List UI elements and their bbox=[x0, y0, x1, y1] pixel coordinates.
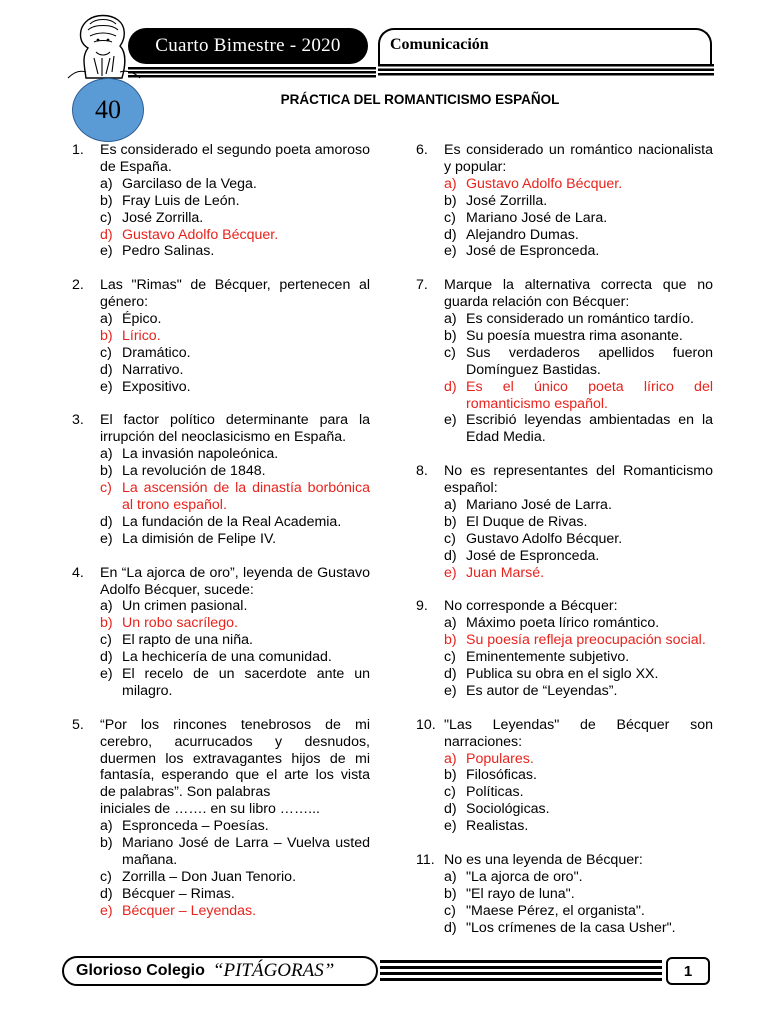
option-text: José de Espronceda. bbox=[466, 243, 600, 260]
option-text: Su poesía refleja preocupación social. bbox=[466, 632, 706, 649]
answer-option bbox=[444, 666, 713, 683]
answer-option bbox=[100, 886, 370, 903]
question-header bbox=[416, 463, 713, 497]
option-text: La ascensión de la dinastía borbónica al trono español. bbox=[122, 480, 370, 513]
question-stem-line: El factor político determinante para la irrupción del neoclasicismo en España. bbox=[100, 412, 370, 446]
answer-option bbox=[444, 514, 713, 531]
answer-option-correct bbox=[444, 565, 713, 582]
question-number: 1. bbox=[72, 142, 84, 158]
question-header bbox=[416, 598, 713, 615]
question-stem bbox=[100, 565, 370, 599]
option-letter: d) bbox=[100, 361, 113, 378]
option-text: Mariano José de Lara. bbox=[466, 209, 608, 226]
question-number: 8. bbox=[416, 463, 428, 480]
question-number: 2. bbox=[72, 277, 84, 294]
answer-option-correct bbox=[444, 379, 713, 413]
option-letter: e) bbox=[444, 243, 457, 260]
answer-option bbox=[444, 649, 713, 666]
option-text: Lírico. bbox=[122, 327, 161, 344]
option-text: Publica su obra en el siglo XX. bbox=[466, 666, 659, 683]
option-letter: d) bbox=[100, 885, 113, 902]
option-letter: d) bbox=[444, 666, 457, 683]
option-text: Alejandro Dumas. bbox=[466, 226, 579, 243]
question-number: 4. bbox=[72, 564, 84, 581]
answer-option bbox=[100, 632, 370, 649]
option-text: La hechicería de una comunidad. bbox=[122, 649, 332, 666]
answer-option bbox=[444, 412, 713, 446]
answer-option-correct bbox=[100, 903, 370, 920]
option-text: Escribió leyendas ambientadas en la Edad Media. bbox=[466, 412, 713, 446]
option-text: El rapto de una niña. bbox=[122, 632, 253, 649]
question bbox=[416, 463, 713, 581]
answer-option bbox=[444, 227, 713, 244]
answer-option bbox=[444, 801, 713, 818]
option-letter: e) bbox=[444, 412, 457, 429]
answer-option bbox=[100, 869, 370, 886]
answer-option bbox=[444, 615, 713, 632]
question-number: 5. bbox=[72, 716, 84, 733]
question-header bbox=[72, 412, 370, 446]
option-text: "Maese Pérez, el organista". bbox=[466, 902, 645, 919]
question-number: 6. bbox=[416, 142, 428, 158]
option-text: La dimisión de Felipe IV. bbox=[122, 530, 277, 547]
option-letter: c) bbox=[444, 902, 456, 919]
term-badge: Cuarto Bimestre - 2020 bbox=[128, 28, 368, 64]
question-stem-line: “Por los rincones tenebrosos de mi cerebro, acurrucados y desnudos, duermen los extravagantes hijos de mi fantasía, esperando que el arte los vista de palabras”. Son palabras bbox=[100, 716, 370, 801]
answer-option bbox=[444, 345, 713, 379]
option-letter: e) bbox=[100, 902, 113, 919]
subject-title: Comunicación bbox=[390, 36, 489, 53]
question-stem-line: No corresponde a Bécquer: bbox=[444, 598, 618, 615]
question-stem bbox=[100, 277, 370, 311]
answer-option bbox=[100, 649, 370, 666]
school-label: Glorioso Colegio bbox=[76, 962, 205, 979]
option-letter: c) bbox=[100, 344, 112, 361]
answer-option bbox=[100, 176, 370, 193]
header-rule-left bbox=[128, 66, 376, 78]
option-letter: d) bbox=[100, 649, 113, 666]
question-stem bbox=[444, 852, 713, 869]
question-header bbox=[72, 142, 370, 176]
option-letter: a) bbox=[444, 615, 457, 632]
answer-option bbox=[444, 531, 713, 548]
answer-option bbox=[444, 818, 713, 835]
answer-option-correct bbox=[444, 632, 713, 649]
answer-option bbox=[100, 514, 370, 531]
answer-option bbox=[444, 497, 713, 514]
option-letter: d) bbox=[444, 801, 457, 818]
option-text: Eminentemente subjetivo. bbox=[466, 649, 630, 666]
option-text: Sociológicas. bbox=[466, 801, 550, 818]
footer-rule bbox=[380, 958, 662, 984]
answer-option bbox=[444, 767, 713, 784]
option-letter: b) bbox=[444, 885, 457, 902]
question bbox=[72, 412, 370, 547]
question bbox=[416, 142, 713, 260]
option-text: La fundación de la Real Academia. bbox=[122, 513, 342, 530]
option-letter: b) bbox=[100, 192, 113, 209]
option-text: "Los crímenes de la casa Usher". bbox=[466, 919, 676, 936]
option-text: Narrativo. bbox=[122, 361, 184, 378]
answer-option bbox=[100, 446, 370, 463]
question-number: 11. bbox=[416, 851, 435, 868]
option-text: Dramático. bbox=[122, 344, 191, 361]
option-letter: c) bbox=[444, 784, 456, 801]
question-stem-line: En “La ajorca de oro”, leyenda de Gustavo Adolfo Bécquer, sucede: bbox=[100, 564, 370, 598]
option-text: "La ajorca de oro". bbox=[466, 868, 583, 885]
question-number: 10. bbox=[416, 716, 436, 733]
answer-option bbox=[100, 210, 370, 227]
question-stem bbox=[444, 717, 713, 751]
option-text: Gustavo Adolfo Bécquer. bbox=[466, 175, 623, 192]
answer-option bbox=[100, 311, 370, 328]
page-number: 1 bbox=[666, 957, 710, 985]
answer-option bbox=[100, 463, 370, 480]
option-text: Mariano José de Larra – Vuelva usted mañana. bbox=[122, 835, 370, 868]
option-letter: d) bbox=[100, 513, 113, 530]
option-letter: a) bbox=[444, 750, 457, 767]
option-text: Filosóficas. bbox=[466, 767, 537, 784]
option-text: Fray Luis de León. bbox=[122, 192, 240, 209]
option-letter: e) bbox=[444, 818, 457, 835]
answer-option bbox=[444, 210, 713, 227]
question bbox=[416, 277, 713, 446]
practice-number-badge: 40 bbox=[72, 78, 144, 142]
question-header bbox=[416, 717, 713, 751]
option-letter: a) bbox=[100, 446, 113, 463]
option-text: Garcilaso de la Vega. bbox=[122, 175, 257, 192]
option-letter: e) bbox=[100, 243, 113, 260]
option-text: Zorrilla – Don Juan Tenorio. bbox=[122, 868, 297, 885]
answer-option bbox=[444, 548, 713, 565]
option-text: Es el único poeta lírico del romanticismo español. bbox=[466, 378, 713, 412]
question-stem-line: Es considerado el segundo poeta amoroso de España. bbox=[100, 142, 370, 175]
answer-option-correct bbox=[100, 328, 370, 345]
option-letter: e) bbox=[100, 378, 113, 395]
question-header bbox=[416, 852, 713, 869]
header-rule-right bbox=[378, 64, 714, 76]
question bbox=[416, 852, 713, 937]
questions-right-column bbox=[416, 142, 713, 953]
option-text: Un robo sacrílego. bbox=[122, 615, 238, 632]
answer-option bbox=[444, 920, 713, 937]
option-text: Gustavo Adolfo Bécquer. bbox=[122, 226, 279, 243]
answer-option bbox=[100, 193, 370, 210]
answer-option-correct bbox=[444, 751, 713, 768]
answer-option bbox=[100, 362, 370, 379]
school-badge bbox=[62, 956, 378, 986]
option-letter: b) bbox=[100, 463, 113, 480]
option-letter: a) bbox=[444, 175, 457, 192]
option-letter: d) bbox=[100, 226, 113, 243]
answer-option bbox=[100, 835, 370, 869]
option-letter: b) bbox=[100, 327, 113, 344]
option-text: Es autor de “Leyendas”. bbox=[466, 682, 618, 699]
question-stem bbox=[100, 412, 370, 446]
option-letter: b) bbox=[444, 327, 457, 344]
option-text: Máximo poeta lírico romántico. bbox=[466, 615, 660, 632]
option-letter: c) bbox=[100, 480, 112, 497]
option-letter: a) bbox=[100, 598, 113, 615]
answer-option bbox=[444, 784, 713, 801]
question bbox=[72, 142, 370, 260]
option-text: Pedro Salinas. bbox=[122, 243, 215, 260]
option-letter: b) bbox=[444, 513, 457, 530]
option-text: Épico. bbox=[122, 311, 162, 328]
option-letter: e) bbox=[100, 666, 113, 683]
answer-option bbox=[100, 379, 370, 396]
option-letter: a) bbox=[100, 175, 113, 192]
question-stem-line: Las "Rimas" de Bécquer, pertenecen al género: bbox=[100, 277, 370, 311]
option-letter: c) bbox=[444, 530, 456, 547]
answer-option bbox=[444, 683, 713, 700]
option-text: Es considerado un romántico tardío. bbox=[466, 311, 694, 328]
question bbox=[72, 565, 370, 700]
option-text: José Zorrilla. bbox=[466, 192, 548, 209]
option-letter: e) bbox=[444, 682, 457, 699]
question-stem-line: No es representantes del Romanticismo español: bbox=[444, 463, 713, 497]
option-letter: d) bbox=[444, 378, 457, 395]
option-text: Espronceda – Poesías. bbox=[122, 818, 269, 835]
option-letter: c) bbox=[444, 209, 456, 226]
option-text: José Zorrilla. bbox=[122, 209, 204, 226]
option-letter: b) bbox=[444, 632, 457, 649]
question bbox=[72, 717, 370, 920]
question-stem bbox=[444, 598, 713, 615]
option-letter: a) bbox=[100, 311, 113, 328]
option-text: "El rayo de luna". bbox=[466, 885, 575, 902]
question-stem bbox=[444, 142, 713, 176]
option-letter: b) bbox=[100, 615, 113, 632]
question-header bbox=[72, 565, 370, 599]
answer-option bbox=[444, 886, 713, 903]
option-text: Sus verdaderos apellidos fueron Domínguez Bastidas. bbox=[466, 344, 713, 378]
option-letter: b) bbox=[100, 835, 113, 852]
option-text: José de Espronceda. bbox=[466, 547, 600, 564]
option-letter: d) bbox=[444, 226, 457, 243]
option-letter: c) bbox=[100, 868, 112, 885]
answer-option-correct bbox=[444, 176, 713, 193]
answer-option bbox=[100, 345, 370, 362]
answer-option-correct bbox=[100, 615, 370, 632]
option-text: Expositivo. bbox=[122, 378, 191, 395]
answer-option bbox=[100, 243, 370, 260]
option-letter: d) bbox=[444, 547, 457, 564]
option-letter: c) bbox=[100, 632, 112, 649]
answer-option bbox=[444, 243, 713, 260]
option-letter: a) bbox=[444, 311, 457, 328]
option-letter: b) bbox=[444, 767, 457, 784]
option-letter: b) bbox=[444, 192, 457, 209]
option-text: Gustavo Adolfo Bécquer. bbox=[466, 530, 623, 547]
option-text: El Duque de Rivas. bbox=[466, 513, 588, 530]
school-name: “PITÁGORAS” bbox=[212, 960, 335, 981]
answer-option bbox=[444, 193, 713, 210]
option-letter: a) bbox=[100, 818, 113, 835]
answer-option-correct bbox=[100, 480, 370, 514]
question bbox=[72, 277, 370, 395]
option-letter: c) bbox=[100, 209, 112, 226]
question-stem bbox=[444, 277, 713, 311]
option-text: El recelo de un sacerdote ante un milagro. bbox=[122, 666, 370, 699]
answer-option bbox=[100, 818, 370, 835]
option-letter: d) bbox=[444, 919, 457, 936]
question-stem bbox=[100, 717, 370, 818]
question-number: 9. bbox=[416, 598, 428, 615]
answer-option bbox=[444, 869, 713, 886]
option-text: Un crimen pasional. bbox=[122, 598, 248, 615]
option-letter: c) bbox=[444, 649, 456, 666]
option-text: Populares. bbox=[466, 750, 534, 767]
question-stem-line: No es una leyenda de Bécquer: bbox=[444, 851, 643, 868]
option-text: Políticas. bbox=[466, 784, 524, 801]
question-stem-line: Es considerado un romántico nacionalista y popular: bbox=[444, 142, 713, 175]
answer-option bbox=[444, 311, 713, 328]
answer-option bbox=[444, 903, 713, 920]
question-stem bbox=[100, 142, 370, 176]
question-number: 3. bbox=[72, 412, 84, 429]
option-text: Realistas. bbox=[466, 818, 529, 835]
question-header bbox=[416, 277, 713, 311]
page-title: PRÁCTICA DEL ROMANTICISMO ESPAÑOL bbox=[280, 92, 560, 107]
question-number: 7. bbox=[416, 277, 428, 294]
option-letter: e) bbox=[100, 530, 113, 547]
option-text: La invasión napoleónica. bbox=[122, 446, 279, 463]
option-text: Su poesía muestra rima asonante. bbox=[466, 327, 683, 344]
option-letter: e) bbox=[444, 564, 457, 581]
option-text: Bécquer – Leyendas. bbox=[122, 902, 257, 919]
question bbox=[416, 717, 713, 835]
question-stem bbox=[444, 463, 713, 497]
question-header bbox=[72, 717, 370, 818]
question-header bbox=[72, 277, 370, 311]
answer-option-correct bbox=[100, 227, 370, 244]
answer-option bbox=[100, 531, 370, 548]
option-text: Mariano José de Larra. bbox=[466, 497, 612, 513]
questions-left-column bbox=[72, 142, 370, 937]
answer-option bbox=[444, 328, 713, 345]
option-text: La revolución de 1848. bbox=[122, 463, 266, 480]
answer-option bbox=[100, 666, 370, 700]
answer-option bbox=[100, 598, 370, 615]
question-header bbox=[416, 142, 713, 176]
question bbox=[416, 598, 713, 699]
option-letter: c) bbox=[444, 344, 456, 361]
option-text: Bécquer – Rimas. bbox=[122, 885, 235, 902]
question-stem-line: iniciales de ……. en su libro ……... bbox=[100, 801, 320, 818]
question-stem-line: "Las Leyendas" de Bécquer son narraciones: bbox=[444, 716, 713, 750]
option-letter: a) bbox=[444, 868, 457, 885]
option-letter: a) bbox=[444, 497, 457, 513]
question-stem-line: Marque la alternativa correcta que no guarda relación con Bécquer: bbox=[444, 277, 713, 311]
option-text: Juan Marsé. bbox=[466, 564, 545, 581]
